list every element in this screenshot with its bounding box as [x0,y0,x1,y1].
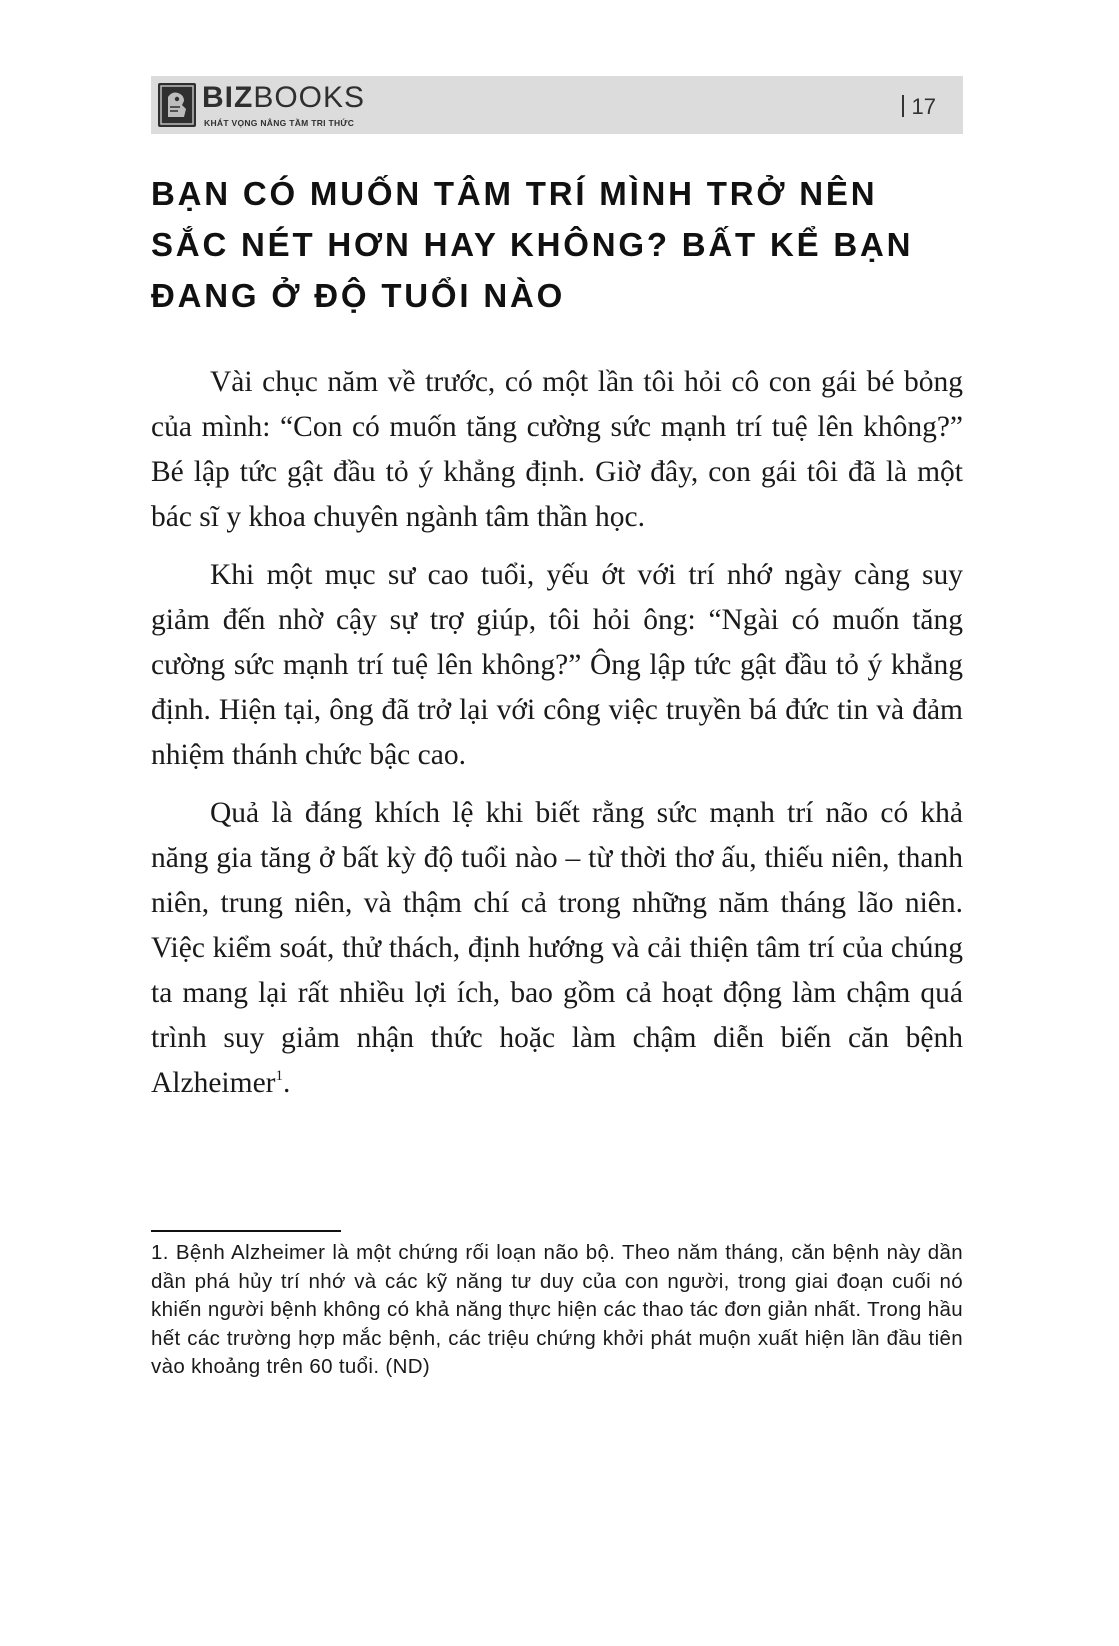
bizbooks-logo-icon [158,83,196,127]
footnote-text: 1. Bệnh Alzheimer là một chứng rối loạn não bộ. Theo năm tháng, căn bệnh này dần dần phá hủy trí nhớ và các kỹ năng tư duy của con người, trong giai đoạn cuối nó khiến người bệnh không có khả năng thực hiện các thao tác đơn giản nhất. Trong hầu hết các trường hợp mắc bệnh, các triệu chứng khởi phát muộn xuất hiện lần đầu tiên vào khoảng trên 60 tuổi. (ND) [151,1241,963,1379]
page-number-divider [902,95,904,117]
brand-logo-wordmark: BIZBOOKS [202,81,366,114]
footnote-marker[interactable]: 1 [275,1068,283,1084]
page-number-value: 17 [911,94,936,119]
body-text [151,360,963,1119]
chapter-title: BẠN CÓ MUỐN TÂM TRÍ MÌNH TRỞ NÊN SẮC NÉT HƠN HAY KHÔNG? BẤT KỂ BẠN ĐANG Ở ĐỘ TUỔI NÀO [151,175,914,314]
paragraph-3-text: Quả là đáng khích lệ khi biết rằng sức mạnh trí não có khả năng gia tăng ở bất kỳ độ tuổi nào – từ thời thơ ấu, thiếu niên, thanh niên, trung niên, và thậm chí cả trong những năm tháng lão niên. Việc kiểm soát, thử thách, định hướng và cải thiện tâm trí của chúng ta mang lại rất nhiều lợi ích, bao gồm cả hoạt động làm chậm quá trình suy giảm nhận thức hoặc làm chậm diễn biến căn bệnh Alzheimer [151,797,963,1099]
page-number [902,95,936,119]
closing-period: . [283,1067,291,1099]
brand-tagline: KHÁT VỌNG NÂNG TẦM TRI THỨC [204,118,355,128]
paragraph-3 [151,791,963,1106]
paragraph-1: Vài chục năm về trước, có một lần tôi hỏi cô con gái bé bỏng của mình: “Con có muốn tăng cường sức mạnh trí tuệ lên không?” Bé lập tức gật đầu tỏ ý khẳng định. Giờ đây, con gái tôi đã là một bác sĩ y khoa chuyên ngành tâm thần học. [151,366,963,533]
paragraph-2: Khi một mục sư cao tuổi, yếu ớt với trí nhớ ngày càng suy giảm đến nhờ cậy sự trợ giúp, tôi hỏi ông: “Ngài có muốn tăng cường sức mạnh trí tuệ lên không?” Ông lập tức gật đầu tỏ ý khẳng định. Hiện tại, ông đã trở lại với công việc truyền bá đức tin và đảm nhiệm thánh chức bậc cao. [151,559,963,771]
footnote-divider [151,1230,341,1232]
